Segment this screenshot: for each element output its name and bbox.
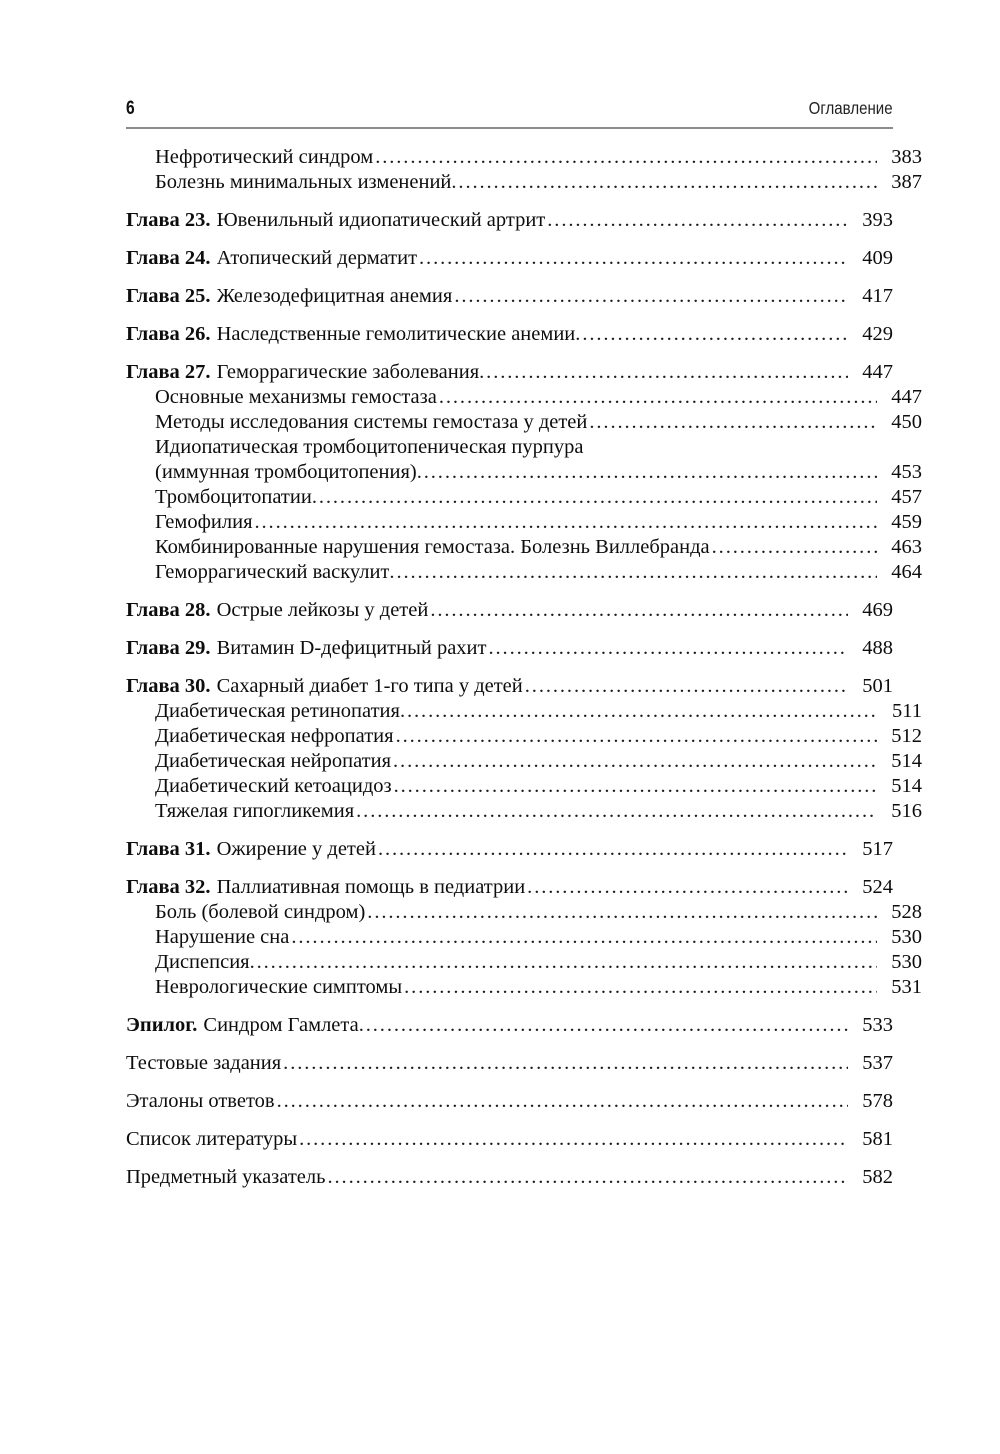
- toc-entry-title: Нефротический синдром: [155, 146, 374, 168]
- toc-entry[interactable]: [126, 1127, 893, 1152]
- toc-entry-title: Тестовые задания: [126, 1052, 282, 1074]
- toc-entry-title: Диабетический кетоацидоз: [155, 775, 392, 797]
- toc-entry-label: Глава 30.: [126, 675, 211, 697]
- toc-entry-label: Глава 29.: [126, 637, 211, 659]
- toc-entry-title: Нарушение сна: [155, 926, 290, 948]
- toc-entry-page-number: 511: [892, 700, 922, 722]
- toc-dot-leader: [547, 208, 848, 233]
- toc-entry-title: Гемофилия: [155, 511, 253, 533]
- toc-entry[interactable]: [155, 145, 922, 170]
- toc-entry-title: Предметный указатель: [126, 1166, 326, 1188]
- toc-entry-title: Боль (болевой синдром): [155, 901, 366, 923]
- toc-entry[interactable]: [155, 975, 922, 1000]
- toc-entry-label: Глава 24.: [126, 247, 211, 269]
- toc-entry[interactable]: [155, 699, 922, 724]
- toc-entry-page-number: 463: [891, 536, 922, 558]
- toc-entry[interactable]: [126, 1051, 893, 1076]
- toc-entry-page-number: 409: [862, 247, 893, 269]
- toc-dot-leader: [479, 360, 848, 385]
- toc-entry-title: Тромбоцитопатии: [155, 486, 312, 508]
- toc-dot-leader: [393, 749, 877, 774]
- table-of-contents: [126, 145, 922, 1190]
- toc-entry[interactable]: [126, 837, 893, 862]
- page-folio-number: 6: [126, 98, 135, 119]
- toc-entry-page-number: 501: [862, 675, 893, 697]
- toc-dot-leader: [527, 875, 848, 900]
- toc-entry-label: Глава 31.: [126, 838, 211, 860]
- toc-entry-title: Эталоны ответов: [126, 1090, 275, 1112]
- toc-entry-page-number: 530: [891, 926, 922, 948]
- toc-entry-page-number: 531: [891, 976, 922, 998]
- toc-entry[interactable]: [126, 875, 893, 900]
- toc-dot-leader: [356, 799, 877, 824]
- toc-entry-title: Атопический дерматит: [216, 247, 418, 269]
- toc-dot-leader: [396, 724, 877, 749]
- toc-entry[interactable]: [155, 925, 922, 950]
- toc-entry-title: Комбинированные нарушения гемостаза. Болезнь Виллебранда: [155, 536, 710, 558]
- toc-entry[interactable]: [155, 435, 922, 460]
- toc-entry-title: Список литературы: [126, 1128, 298, 1150]
- toc-entry-page-number: 450: [891, 411, 922, 433]
- toc-entry[interactable]: [155, 724, 922, 749]
- toc-dot-leader: [400, 699, 877, 724]
- toc-dot-leader: [419, 246, 848, 271]
- toc-dot-leader: [367, 900, 877, 925]
- toc-entry-title: Идиопатическая тромбоцитопеническая пурпура: [155, 436, 584, 458]
- toc-entry[interactable]: [126, 1089, 893, 1114]
- toc-entry-page-number: 387: [891, 171, 922, 193]
- toc-dot-leader: [404, 975, 877, 1000]
- toc-dot-leader: [430, 598, 848, 623]
- toc-entry-page-number: 393: [862, 209, 893, 231]
- toc-entry-page-number: 528: [891, 901, 922, 923]
- toc-entry[interactable]: [155, 385, 922, 410]
- toc-entry-title: Ожирение у детей: [216, 838, 376, 860]
- toc-dot-leader: [489, 636, 849, 661]
- toc-dot-leader: [712, 535, 877, 560]
- toc-entry-page-number: 533: [862, 1014, 893, 1036]
- toc-entry-page-number: 457: [891, 486, 922, 508]
- toc-entry-label: Глава 23.: [126, 209, 211, 231]
- toc-entry-title: Диабетическая нефропатия: [155, 725, 394, 747]
- toc-entry[interactable]: [126, 246, 893, 271]
- toc-entry[interactable]: [126, 284, 893, 309]
- toc-entry-title: Геморрагический васкулит: [155, 561, 390, 583]
- toc-entry-label: Глава 25.: [126, 285, 211, 307]
- toc-entry[interactable]: [155, 950, 922, 975]
- toc-entry-title: Витамин D-дефицитный рахит: [216, 637, 487, 659]
- toc-entry-page-number: 530: [891, 951, 922, 973]
- toc-entry-title: (иммунная тромбоцитопения): [155, 461, 417, 483]
- toc-entry[interactable]: [155, 460, 922, 485]
- toc-entry-title: Диабетическая нейропатия: [155, 750, 392, 772]
- toc-entry-title: Диспепсия: [155, 951, 250, 973]
- toc-entry[interactable]: [155, 799, 922, 824]
- toc-entry-title: Ювенильный идиопатический артрит: [216, 209, 546, 231]
- toc-entry-page-number: 459: [891, 511, 922, 533]
- toc-entry-page-number: 429: [862, 323, 893, 345]
- toc-entry-page-number: 514: [891, 750, 922, 772]
- toc-entry-page-number: 417: [862, 285, 893, 307]
- toc-dot-leader: [589, 410, 877, 435]
- toc-entry-label: Глава 28.: [126, 599, 211, 621]
- toc-dot-leader: [299, 1127, 848, 1152]
- toc-entry[interactable]: [155, 774, 922, 799]
- toc-entry-title: Наследственные гемолитические анемии: [216, 323, 576, 345]
- toc-entry[interactable]: [126, 636, 893, 661]
- toc-entry[interactable]: [126, 360, 893, 385]
- toc-dot-leader: [575, 322, 848, 347]
- toc-entry-title: Методы исследования системы гемостаза у детей: [155, 411, 588, 433]
- toc-entry-page-number: 514: [891, 775, 922, 797]
- toc-entry-title: Диабетическая ретинопатия: [155, 700, 400, 722]
- toc-entry[interactable]: [126, 322, 893, 347]
- toc-entry-label: Эпилог.: [126, 1014, 198, 1036]
- toc-entry[interactable]: [155, 749, 922, 774]
- toc-dot-leader: [291, 925, 877, 950]
- toc-entry[interactable]: [126, 674, 893, 699]
- toc-dot-leader: [394, 774, 877, 799]
- toc-entry-title: Синдром Гамлета: [203, 1014, 359, 1036]
- toc-dot-leader: [389, 560, 877, 585]
- toc-dot-leader: [255, 510, 878, 535]
- toc-entry-title: Паллиативная помощь в педиатрии: [216, 876, 526, 898]
- toc-entry[interactable]: [155, 410, 922, 435]
- toc-entry[interactable]: [155, 560, 922, 585]
- toc-dot-leader: [359, 1013, 848, 1038]
- toc-entry[interactable]: [126, 208, 893, 233]
- toc-entry-page-number: 512: [891, 725, 922, 747]
- toc-dot-leader: [378, 837, 848, 862]
- toc-dot-leader: [250, 950, 877, 975]
- toc-entry-title: Неврологические симптомы: [155, 976, 403, 998]
- toc-entry-title: Тяжелая гипогликемия: [155, 800, 355, 822]
- toc-dot-leader: [312, 485, 877, 510]
- toc-entry-label: Глава 27.: [126, 361, 211, 383]
- toc-dot-leader: [328, 1165, 849, 1190]
- toc-entry-label: Глава 32.: [126, 876, 211, 898]
- toc-entry-page-number: 516: [891, 800, 922, 822]
- toc-entry[interactable]: [126, 1165, 893, 1190]
- toc-dot-leader: [525, 674, 848, 699]
- toc-entry-page-number: 537: [862, 1052, 893, 1074]
- toc-entry-title: Железодефицитная анемия: [216, 285, 453, 307]
- toc-entry-page-number: 464: [891, 561, 922, 583]
- toc-entry-page-number: 383: [891, 146, 922, 168]
- toc-entry-page-number: 447: [891, 386, 922, 408]
- toc-entry-page-number: 469: [862, 599, 893, 621]
- toc-entry[interactable]: [126, 1013, 893, 1038]
- toc-entry[interactable]: [155, 535, 922, 560]
- toc-entry-title: Сахарный диабет 1-го типа у детей: [216, 675, 523, 697]
- toc-dot-leader: [417, 460, 877, 485]
- toc-entry[interactable]: [155, 510, 922, 535]
- toc-entry-page-number: 517: [862, 838, 893, 860]
- toc-entry-page-number: 578: [862, 1090, 893, 1112]
- toc-entry-page-number: 524: [862, 876, 893, 898]
- toc-dot-leader: [277, 1089, 848, 1114]
- toc-entry[interactable]: [155, 485, 922, 510]
- toc-dot-leader: [375, 145, 877, 170]
- toc-dot-leader: [451, 170, 877, 195]
- toc-entry-title: Острые лейкозы у детей: [216, 599, 429, 621]
- toc-dot-leader: [454, 284, 848, 309]
- toc-entry-label: Глава 26.: [126, 323, 211, 345]
- running-head-rule: [126, 127, 893, 129]
- toc-entry-title: Болезнь минимальных изменений: [155, 171, 452, 193]
- toc-entry[interactable]: [155, 900, 922, 925]
- toc-entry-page-number: 581: [862, 1128, 893, 1150]
- toc-entry-page-number: 488: [862, 637, 893, 659]
- toc-entry-page-number: 582: [862, 1166, 893, 1188]
- toc-entry-page-number: 453: [891, 461, 922, 483]
- running-head-title: Оглавление: [809, 98, 893, 118]
- toc-dot-leader: [439, 385, 877, 410]
- toc-dot-leader: [283, 1051, 848, 1076]
- toc-entry[interactable]: [155, 170, 922, 195]
- toc-entry-page-number: 447: [862, 361, 893, 383]
- toc-entry-title: Геморрагические заболевания: [216, 361, 480, 383]
- toc-entry[interactable]: [126, 598, 893, 623]
- toc-entry-title: Основные механизмы гемостаза: [155, 386, 437, 408]
- running-head: [126, 98, 893, 132]
